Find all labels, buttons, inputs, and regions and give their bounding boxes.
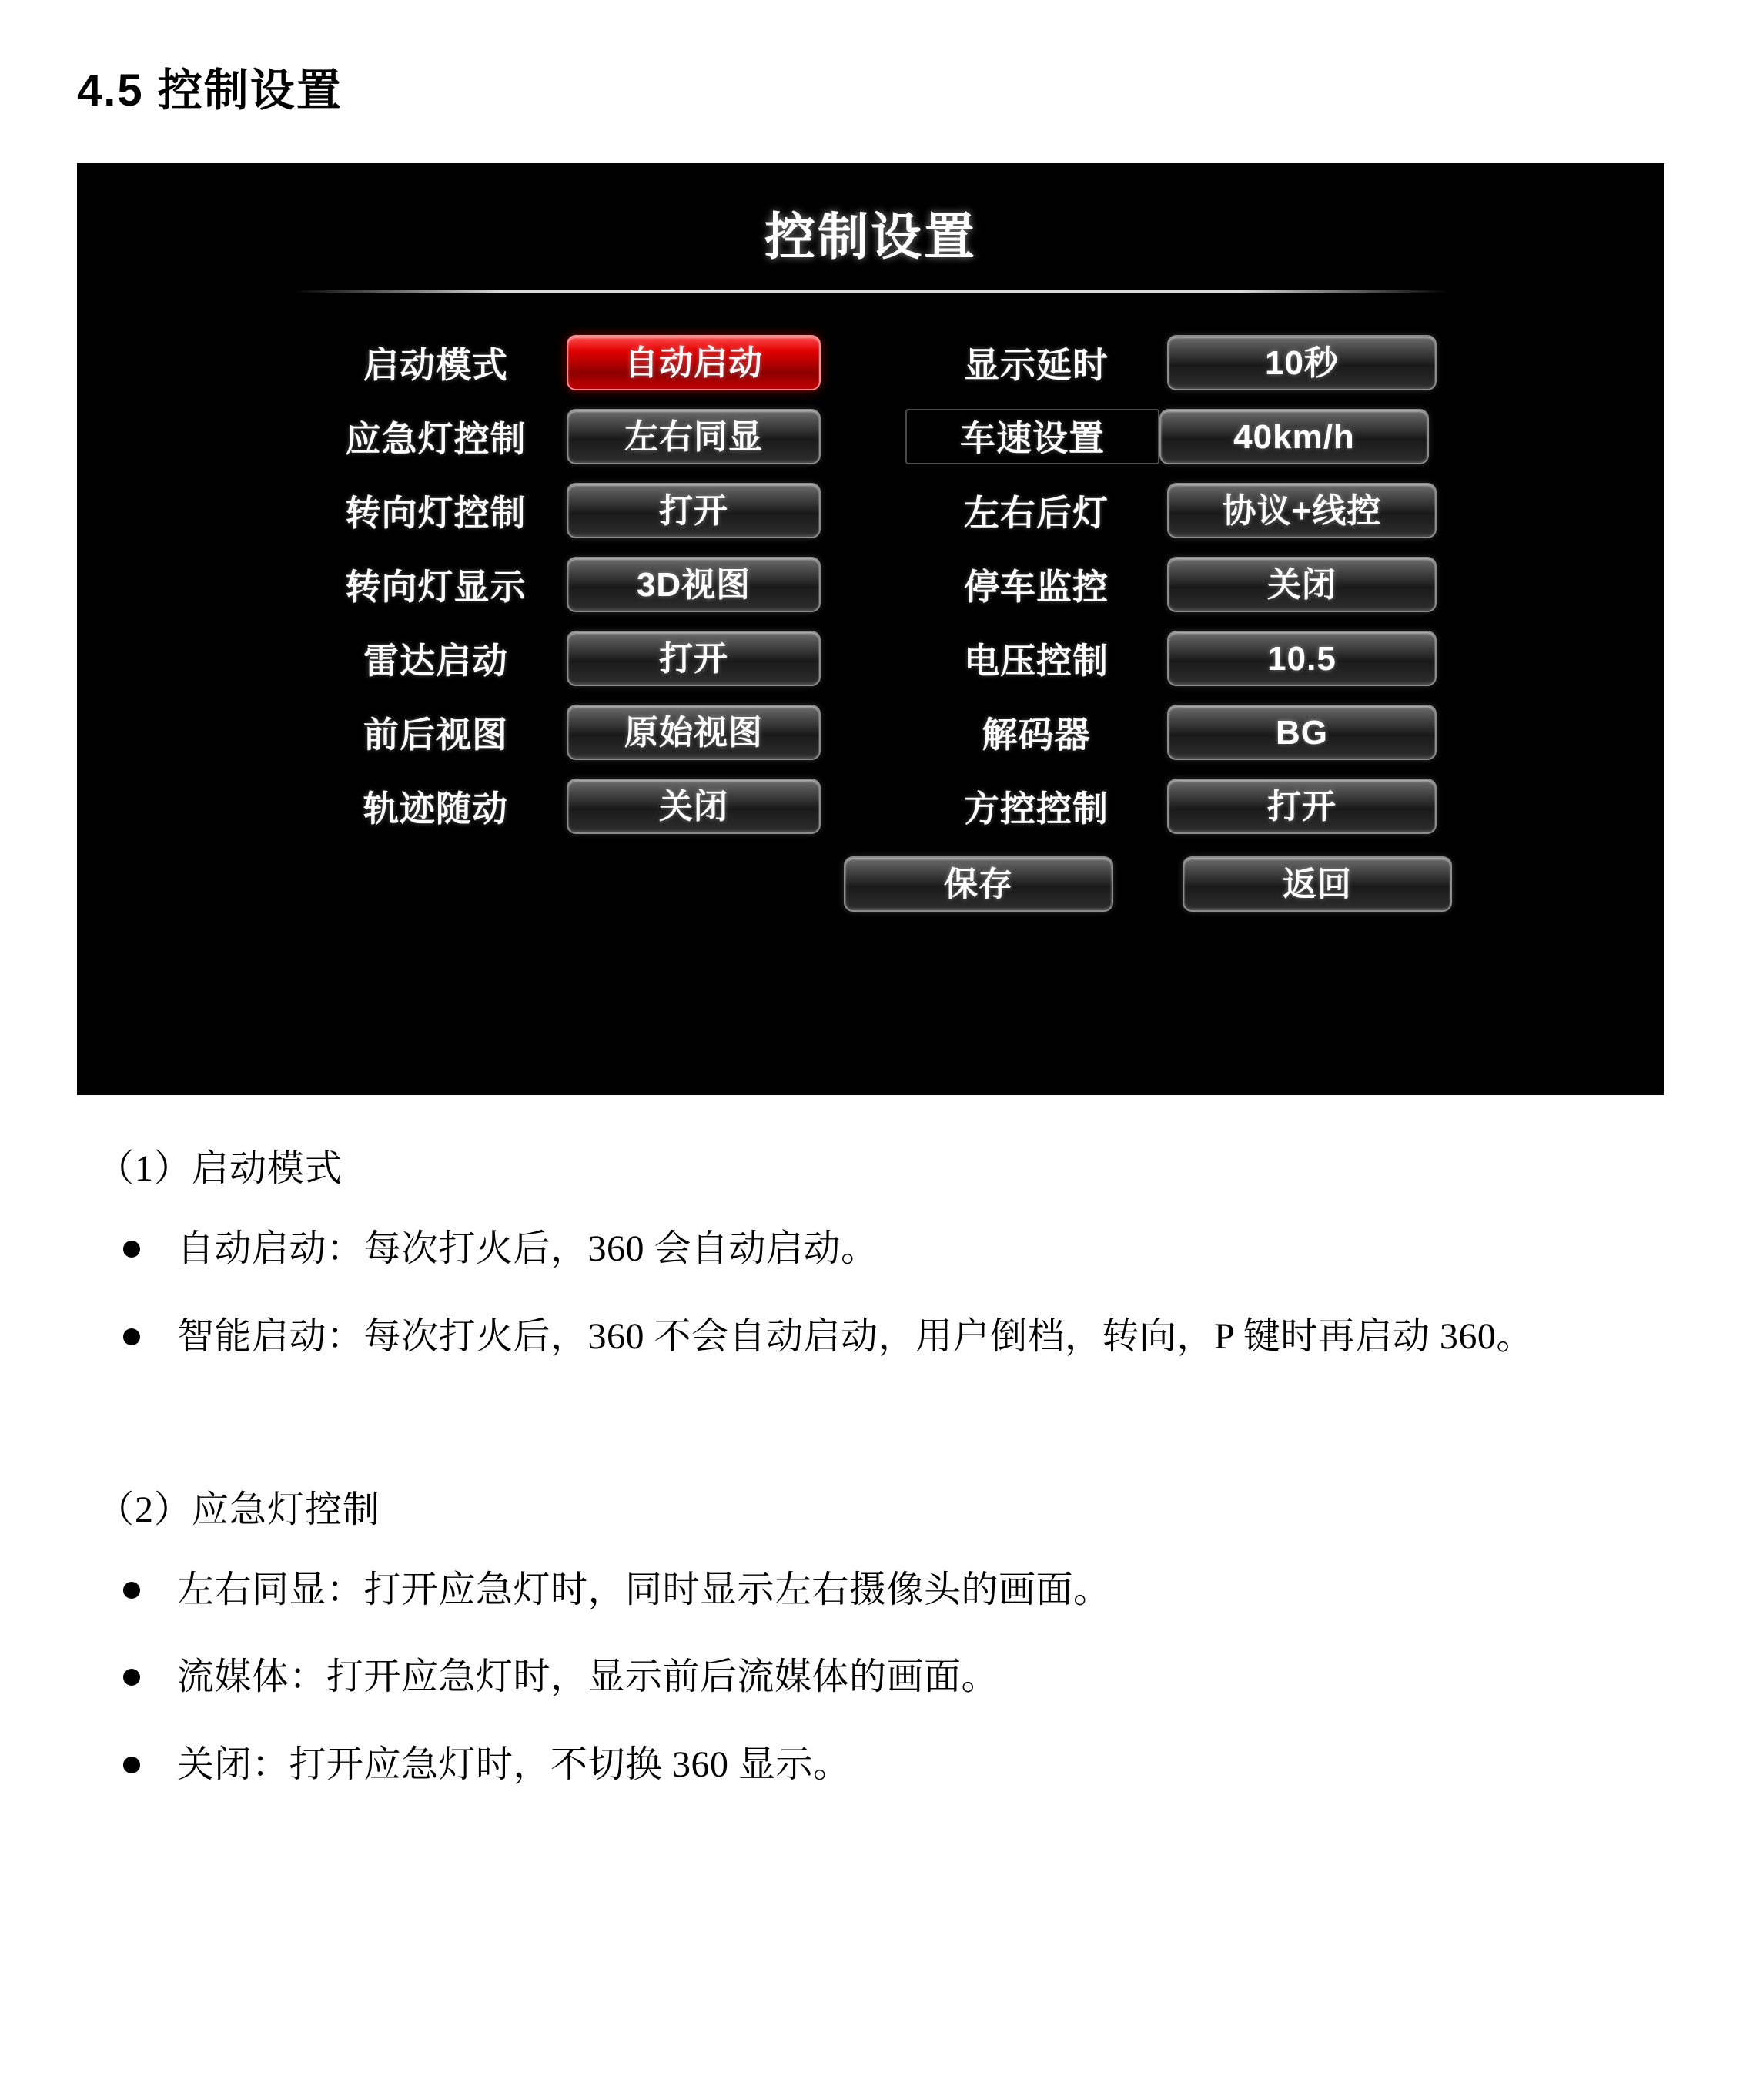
setting-value-hazard-light[interactable]: 左右同显 bbox=[567, 409, 821, 464]
settings-column-right bbox=[905, 333, 1437, 836]
setting-value-steering-control[interactable]: 打开 bbox=[1167, 779, 1437, 834]
list-item-text: 智能启动：每次打火后，360 不会自动启动，用户倒档，转向，P 键时再启动 360。 bbox=[177, 1315, 1534, 1357]
setting-row-turn-signal-control bbox=[305, 481, 821, 541]
setting-row-decoder bbox=[905, 702, 1437, 762]
setting-label-speed: 车速设置 bbox=[905, 409, 1159, 464]
list-item-text: 自动启动：每次打火后，360 会自动启动。 bbox=[177, 1228, 878, 1269]
setting-row-turn-signal-display bbox=[305, 554, 821, 615]
setting-label-radar-start: 雷达启动 bbox=[363, 641, 508, 681]
setting-value-trajectory[interactable]: 关闭 bbox=[567, 779, 821, 834]
setting-value-rear-lights[interactable]: 协议+线控 bbox=[1167, 483, 1437, 538]
setting-row-display-delay bbox=[905, 333, 1437, 393]
list-item bbox=[77, 1219, 1666, 1279]
setting-label-decoder: 解码器 bbox=[982, 715, 1091, 755]
list-item-text: 左右同显：打开应急灯时，同时显示左右摄像头的画面。 bbox=[177, 1569, 1111, 1610]
setting-label-front-rear-view: 前后视图 bbox=[363, 715, 508, 755]
list-item bbox=[77, 1307, 1666, 1367]
setting-row-front-rear-view bbox=[305, 702, 821, 762]
setting-value-speed[interactable]: 40km/h bbox=[1159, 409, 1429, 464]
setting-value-parking-monitor[interactable]: 关闭 bbox=[1167, 557, 1437, 612]
bullet-icon bbox=[123, 1328, 140, 1345]
setting-label-turn-signal-display: 转向灯显示 bbox=[345, 567, 527, 607]
setting-label-rear-lights: 左右后灯 bbox=[964, 493, 1109, 533]
settings-columns bbox=[77, 333, 1664, 836]
settings-column-left bbox=[305, 333, 821, 836]
setting-value-decoder[interactable]: BG bbox=[1167, 705, 1437, 760]
setting-label-parking-monitor: 停车监控 bbox=[964, 567, 1109, 607]
list-item-text: 关闭：打开应急灯时，不切换 360 显示。 bbox=[177, 1744, 851, 1785]
setting-row-trajectory bbox=[305, 776, 821, 836]
back-button[interactable]: 返回 bbox=[1183, 856, 1452, 912]
subsection-2-list bbox=[77, 1560, 1666, 1795]
setting-value-radar-start[interactable]: 打开 bbox=[567, 631, 821, 686]
setting-row-voltage bbox=[905, 628, 1437, 688]
setting-label-startup-mode: 启动模式 bbox=[363, 345, 508, 385]
setting-label-display-delay: 显示延时 bbox=[964, 345, 1109, 385]
setting-row-radar-start bbox=[305, 628, 821, 688]
title-divider bbox=[293, 290, 1448, 293]
document-body bbox=[77, 1138, 1666, 1795]
setting-row-parking-monitor bbox=[905, 554, 1437, 615]
bullet-icon bbox=[123, 1669, 140, 1686]
screen-title: 控制设置 bbox=[764, 208, 977, 265]
setting-label-steering-control: 方控控制 bbox=[964, 789, 1109, 829]
list-item bbox=[77, 1647, 1666, 1707]
bullet-icon bbox=[123, 1757, 140, 1773]
setting-value-startup-mode[interactable]: 自动启动 bbox=[567, 335, 821, 390]
setting-value-voltage[interactable]: 10.5 bbox=[1167, 631, 1437, 686]
setting-row-rear-lights bbox=[905, 481, 1437, 541]
screen-footer-buttons bbox=[77, 856, 1664, 912]
setting-value-front-rear-view[interactable]: 原始视图 bbox=[567, 705, 821, 760]
setting-value-turn-signal-display[interactable]: 3D视图 bbox=[567, 557, 821, 612]
setting-label-voltage: 电压控制 bbox=[964, 641, 1109, 681]
list-item bbox=[77, 1735, 1666, 1795]
section-gap bbox=[77, 1395, 1666, 1479]
setting-label-turn-signal-control: 转向灯控制 bbox=[345, 493, 527, 533]
setting-value-display-delay[interactable]: 10秒 bbox=[1167, 335, 1437, 390]
control-settings-screenshot bbox=[77, 163, 1664, 1095]
list-item-text: 流媒体：打开应急灯时，显示前后流媒体的画面。 bbox=[177, 1656, 999, 1698]
setting-value-turn-signal-control[interactable]: 打开 bbox=[567, 483, 821, 538]
save-button[interactable]: 保存 bbox=[844, 856, 1113, 912]
setting-row-startup-mode bbox=[305, 333, 821, 393]
subsection-2-heading: （2）应急灯控制 bbox=[97, 1489, 381, 1530]
setting-label-hazard-light: 应急灯控制 bbox=[345, 419, 527, 459]
setting-label-trajectory: 轨迹随动 bbox=[363, 789, 508, 829]
setting-row-speed bbox=[905, 407, 1437, 467]
bullet-icon bbox=[123, 1241, 140, 1258]
page-title: 4.5 控制设置 bbox=[77, 65, 343, 116]
list-item bbox=[77, 1560, 1666, 1620]
subsection-1-list bbox=[77, 1219, 1666, 1367]
subsection-1-heading: （1）启动模式 bbox=[97, 1148, 343, 1189]
setting-row-hazard-light bbox=[305, 407, 821, 467]
bullet-icon bbox=[123, 1582, 140, 1599]
setting-row-steering-control bbox=[905, 776, 1437, 836]
